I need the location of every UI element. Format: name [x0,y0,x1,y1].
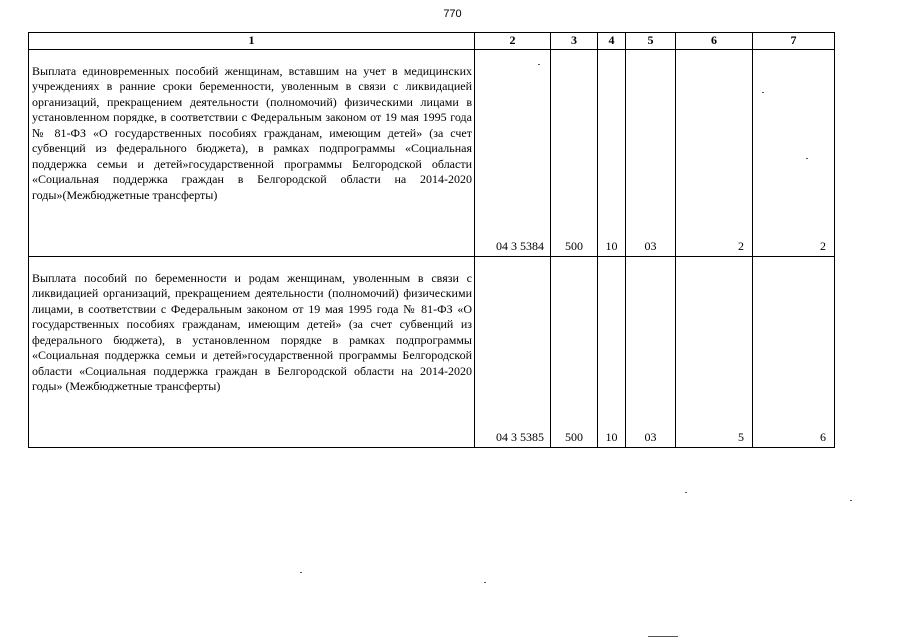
row-subsection: 03 [626,49,676,256]
row-subsection: 03 [626,256,676,447]
page-number: 770 [443,8,462,20]
scan-speck [538,64,540,65]
budget-table [28,32,835,448]
header-col-2: 2 [475,33,551,50]
header-col-6: 6 [676,33,753,50]
row-amount-1: 2 [676,49,753,256]
header-col-3: 3 [551,33,598,50]
scan-speck [300,572,302,573]
scan-speck [648,636,678,637]
row-expense-type: 500 [551,49,598,256]
header-col-4: 4 [598,33,626,50]
header-col-1: 1 [29,33,475,50]
scan-speck [685,492,687,493]
row-target-code: 04 3 5385 [475,256,551,447]
scan-speck [806,158,808,159]
scan-speck [484,582,486,583]
row-expense-type: 500 [551,256,598,447]
row-description: Выплата единовременных пособий женщинам, вставшим на учет в медицинских учреждениях в ранние сроки беременности, уволенным в связи с ликвидацией организаций, прекращением деятельности (полномочий) физическими лицами в установленном порядке, в соответствии с Федеральным законом от 19 мая 1995 года № 81-ФЗ «О государственных пособиях гражданам, имеющим детей» (за счет субвенций из федерального бюджета), в рамках подпрограммы «Социальная поддержка семьи и детей»государственной программы Белгородской области «Социальная поддержка граждан в Белгородской области на 2014-2020 годы»(Межбюджетные трансферты) [29,49,475,256]
header-row [29,33,835,50]
scan-speck [762,92,764,93]
table-row [29,256,835,447]
table-row [29,49,835,256]
header-col-5: 5 [626,33,676,50]
row-amount-2: 6 [753,256,835,447]
row-description: Выплата пособий по беременности и родам женщинам, уволенным в связи с ликвидацией организаций, прекращением деятельности (полномочий) физическими лицами, в соответствии с Федеральным законом от 19 мая 1995 года № 81-ФЗ «О государственных пособиях гражданам, имеющим детей» (за счет субвенций из федерального бюджета), в установленном порядке в рамках подпрограммы «Социальная поддержка семьи и детей»государственной программы Белгородской области «Социальная поддержка граждан в Белгородской области на 2014-2020 годы» (Межбюджетные трансферты) [29,256,475,447]
row-section: 10 [598,49,626,256]
row-amount-1: 5 [676,256,753,447]
row-amount-2: 2 [753,49,835,256]
header-col-7: 7 [753,33,835,50]
row-target-code: 04 3 5384 [475,49,551,256]
scan-speck [850,500,852,501]
row-section: 10 [598,256,626,447]
